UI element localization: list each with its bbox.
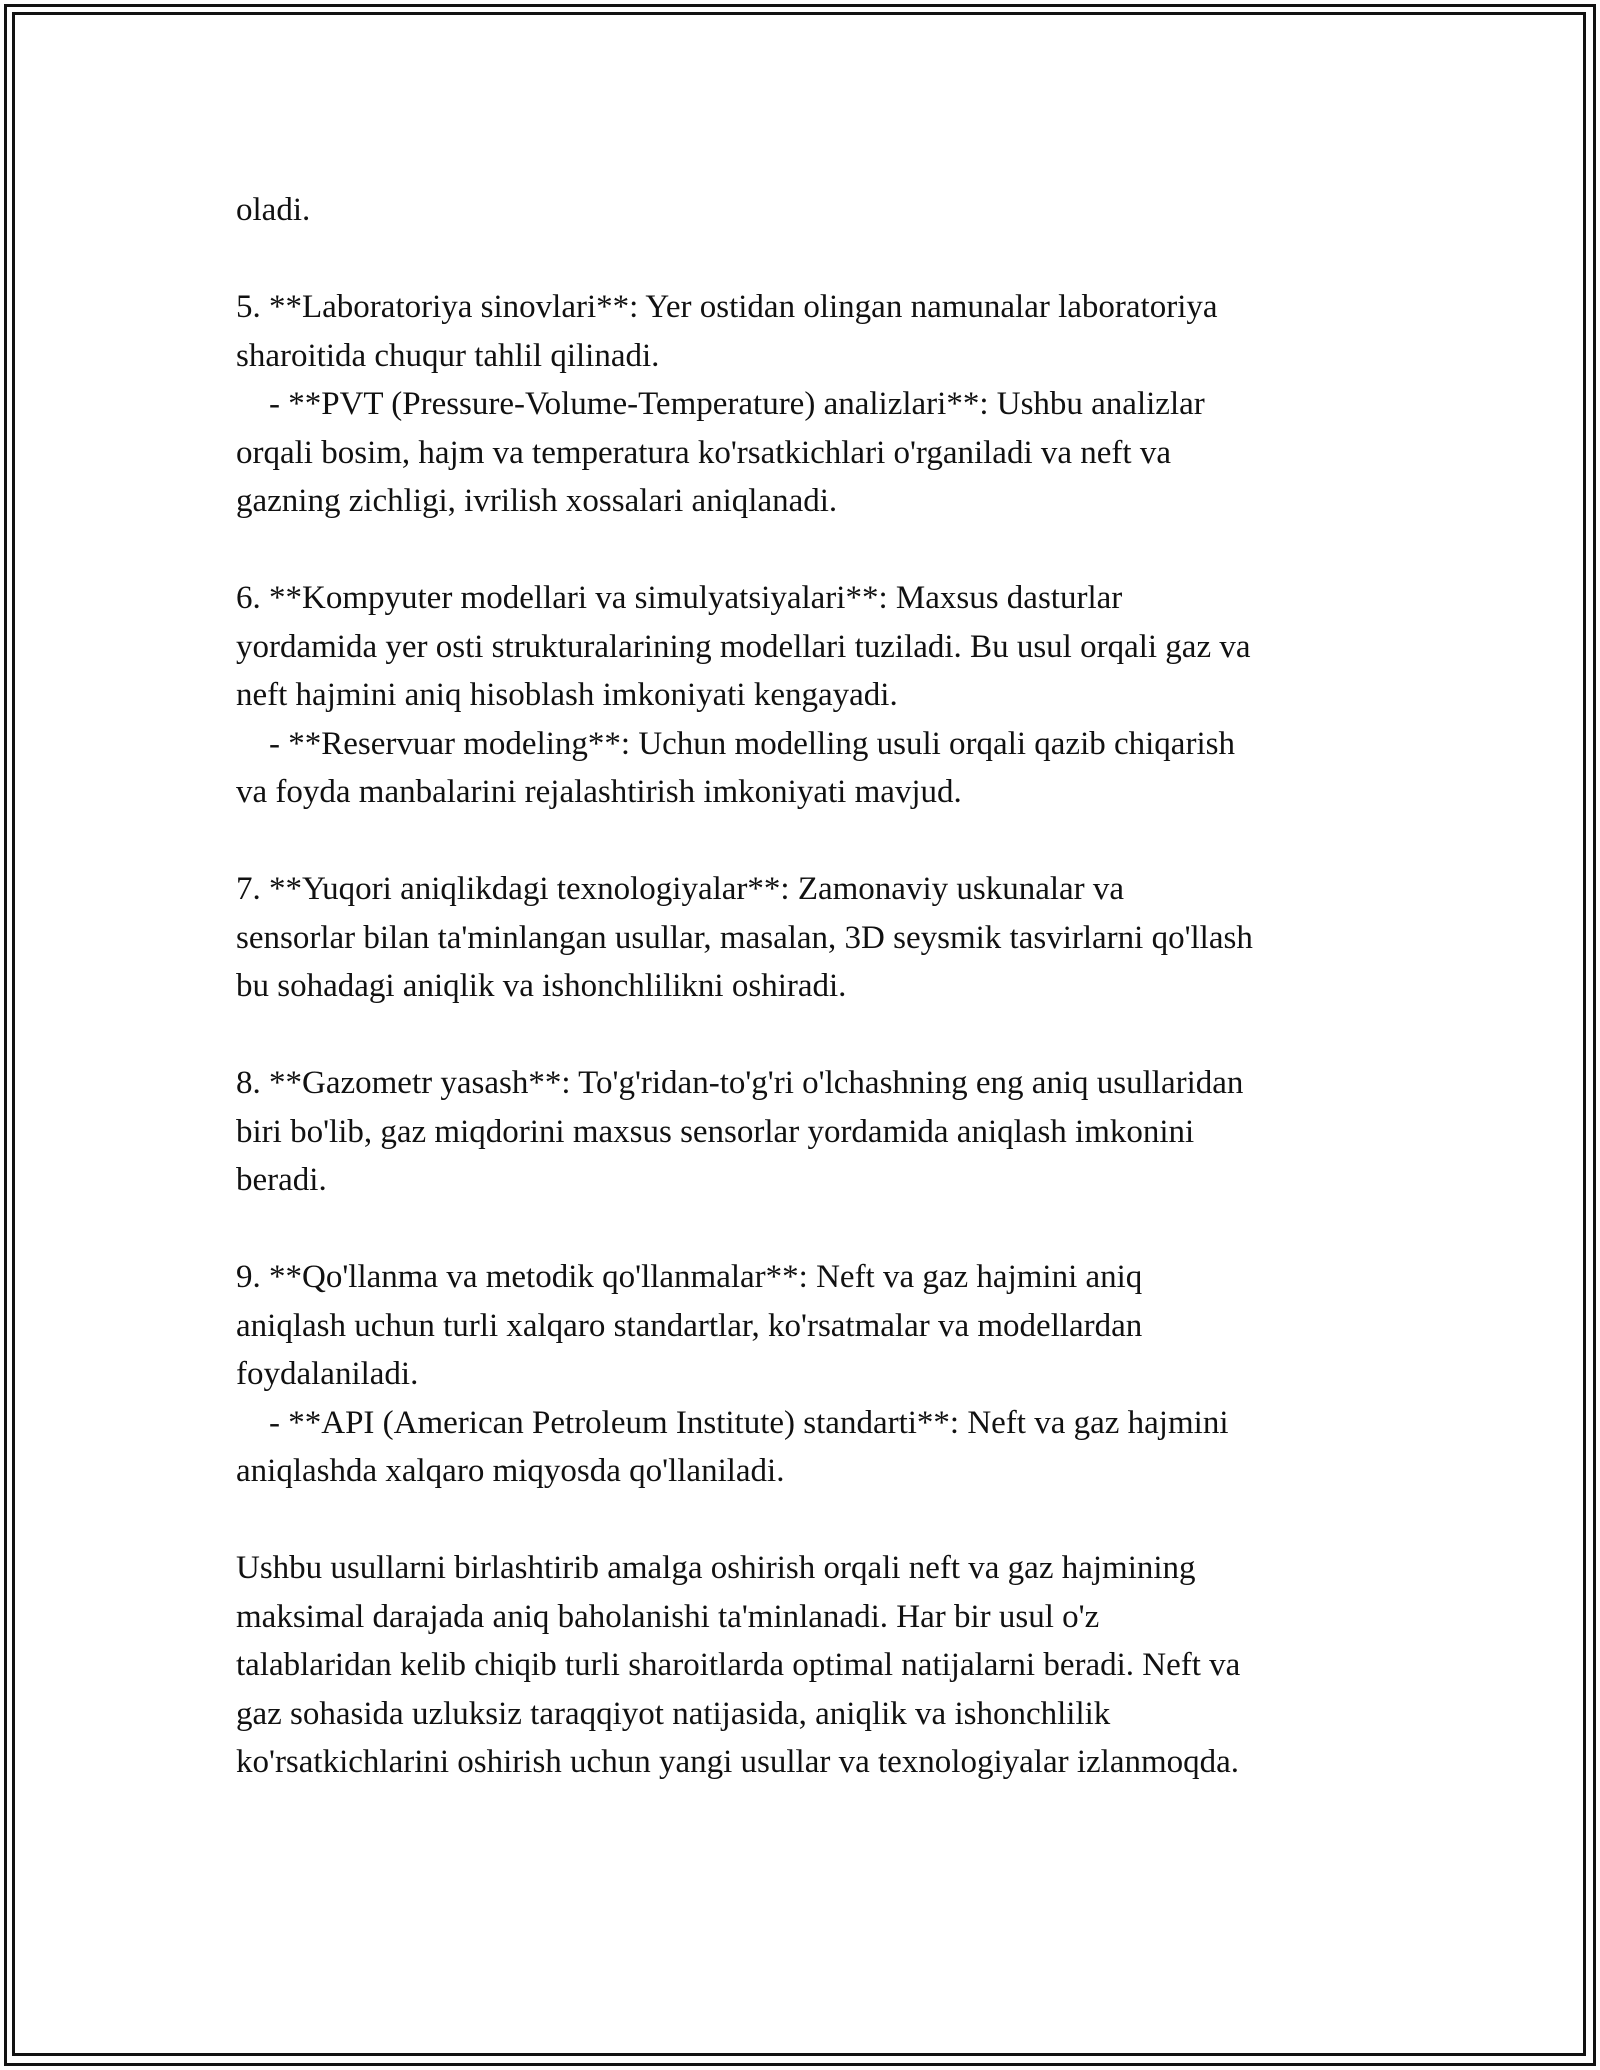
text-line: talablaridan kelib chiqib turli sharoitlarda optimal natijalarni beradi. Neft va <box>236 1647 1241 1683</box>
text-line: Ushbu usullarni birlashtirib amalga oshirish orqali neft va gaz hajmining <box>236 1550 1196 1586</box>
text-line: sharoitida chuqur tahlil qilinadi. <box>236 337 660 374</box>
text-line: beradi. <box>236 1162 327 1198</box>
text-line: foydalaniladi. <box>236 1356 419 1392</box>
text-line: aniqlash uchun turli xalqaro standartlar, ko'rsatmalar va modellardan <box>236 1307 1143 1344</box>
text-line: orqali bosim, hajm va temperatura ko'rsatkichlari o'rganiladi va neft va <box>236 434 1171 471</box>
blank-line <box>236 526 1396 575</box>
text-line: maksimal darajada aniq baholanishi ta'minlanadi. Har bir usul o'z <box>236 1598 1100 1635</box>
text-line: va foyda manbalarini rejalashtirish imkoniyati mavjud. <box>236 774 962 810</box>
text-line: aniqlashda xalqaro miqyosda qo'llaniladi. <box>236 1453 785 1489</box>
text-line: yordamida yer osti strukturalarining modellari tuziladi. Bu usul orqali gaz va <box>236 628 1251 665</box>
document-text <box>236 186 1396 1787</box>
text-line: - **PVT (Pressure-Volume-Temperature) analizlari**: Ushbu analizlar <box>236 386 1205 422</box>
text-line: ko'rsatkichlarini oshirish uchun yangi usullar va texnologiyalar izlanmoqda. <box>236 1744 1240 1780</box>
text-line: sensorlar bilan ta'minlangan usullar, masalan, 3D seysmik tasvirlarni qo'llash <box>236 919 1253 956</box>
text-line: bu sohadagi aniqlik va ishonchlilikni oshiradi. <box>236 968 847 1004</box>
text-line: - **API (American Petroleum Institute) standarti**: Neft va gaz hajmini <box>236 1404 1229 1441</box>
text-line: - **Reservuar modeling**: Uchun modelling usuli orqali qazib chiqarish <box>236 725 1235 762</box>
blank-line <box>236 1205 1396 1254</box>
text-line: gazning zichligi, ivrilish xossalari aniqlanadi. <box>236 483 838 519</box>
text-line: 5. **Laboratoriya sinovlari**: Yer ostidan olingan namunalar laboratoriya <box>236 289 1218 325</box>
text-line: 7. **Yuqori aniqlikdagi texnologiyalar**: Zamonaviy uskunalar va <box>236 871 1125 907</box>
text-line: 6. **Kompyuter modellari va simulyatsiyalari**: Maxsus dasturlar <box>236 580 1123 616</box>
text-line: 8. **Gazometr yasash**: To'g'ridan-to'g'ri o'lchashning eng aniq usullaridan <box>236 1065 1244 1101</box>
text-line: oladi. <box>236 192 311 228</box>
blank-line <box>236 235 1396 284</box>
blank-line <box>236 1496 1396 1545</box>
text-line: gaz sohasida uzluksiz taraqqiyot natijasida, aniqlik va ishonchlilik <box>236 1695 1111 1732</box>
blank-line <box>236 817 1396 866</box>
blank-line <box>236 1011 1396 1060</box>
text-line: 9. **Qo'llanma va metodik qo'llanmalar**: Neft va gaz hajmini aniq <box>236 1259 1143 1295</box>
text-line: biri bo'lib, gaz miqdorini maxsus sensorlar yordamida aniqlash imkonini <box>236 1113 1195 1150</box>
text-line: neft hajmini aniq hisoblash imkoniyati kengayadi. <box>236 677 898 713</box>
